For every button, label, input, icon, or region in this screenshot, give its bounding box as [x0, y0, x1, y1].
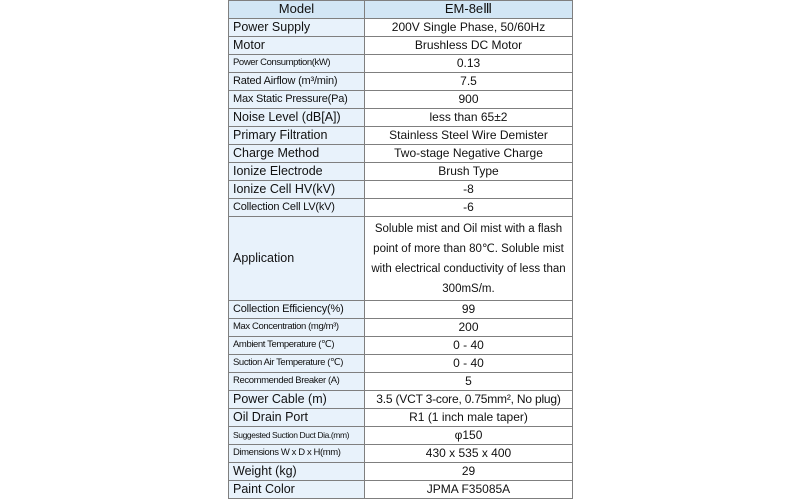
row-value-ambient-temperature: 0 - 40	[365, 337, 573, 355]
row-value-motor: Brushless DC Motor	[365, 37, 573, 55]
row-value-ionize-cell-hv: -8	[365, 181, 573, 199]
table-row	[229, 127, 573, 145]
table-row	[229, 19, 573, 37]
row-value-suction-air-temperature: 0 - 40	[365, 355, 573, 373]
row-label-power-cable: Power Cable (m)	[229, 391, 365, 409]
table-row	[229, 391, 573, 409]
table-row	[229, 37, 573, 55]
row-label-suction-air-temperature: Suction Air Temperature (℃)	[229, 355, 365, 373]
row-value-charge-method: Two-stage Negative Charge	[365, 145, 573, 163]
row-value-max-concentration: 200	[365, 319, 573, 337]
row-label-noise-level: Noise Level (dB[A])	[229, 109, 365, 127]
row-value-primary-filtration: Stainless Steel Wire Demister	[365, 127, 573, 145]
row-label-recommended-breaker: Recommended Breaker (A)	[229, 373, 365, 391]
row-label-application: Application	[229, 217, 365, 301]
table-row	[229, 319, 573, 337]
row-value-power-consumption: 0.13	[365, 55, 573, 73]
table-row	[229, 199, 573, 217]
row-label-oil-drain-port: Oil Drain Port	[229, 409, 365, 427]
row-value-max-static-pressure: 900	[365, 91, 573, 109]
table-row	[229, 91, 573, 109]
row-label-ionize-electrode: Ionize Electrode	[229, 163, 365, 181]
row-label-max-concentration: Max Concentration (mg/m³)	[229, 319, 365, 337]
row-value-dimensions: 430 x 535 x 400	[365, 445, 573, 463]
header-model: Model	[229, 1, 365, 19]
row-value-collection-efficiency: 99	[365, 301, 573, 319]
table-row	[229, 55, 573, 73]
row-label-ionize-cell-hv: Ionize Cell HV(kV)	[229, 181, 365, 199]
row-value-suggested-suction-duct: φ150	[365, 427, 573, 445]
row-label-paint-color: Paint Color	[229, 481, 365, 499]
table-row	[229, 301, 573, 319]
table-row	[229, 145, 573, 163]
row-label-collection-cell-lv: Collection Cell LV(kV)	[229, 199, 365, 217]
table-row	[229, 409, 573, 427]
row-label-collection-efficiency: Collection Efficiency(%)	[229, 301, 365, 319]
row-label-charge-method: Charge Method	[229, 145, 365, 163]
row-value-rated-airflow: 7.5	[365, 73, 573, 91]
row-label-dimensions: Dimensions W x D x H(mm)	[229, 445, 365, 463]
table-row	[229, 109, 573, 127]
row-label-weight: Weight (kg)	[229, 463, 365, 481]
table-row	[229, 163, 573, 181]
table-row	[229, 217, 573, 301]
row-value-application: Soluble mist and Oil mist with a flash point of more than 80℃. Soluble mist with electrical conductivity of less than 300mS/m.	[365, 217, 573, 301]
row-value-collection-cell-lv: -6	[365, 199, 573, 217]
table-row	[229, 337, 573, 355]
row-label-ambient-temperature: Ambient Temperature (℃)	[229, 337, 365, 355]
table-row	[229, 463, 573, 481]
row-value-ionize-electrode: Brush Type	[365, 163, 573, 181]
row-value-power-supply: 200V Single Phase, 50/60Hz	[365, 19, 573, 37]
table-row	[229, 481, 573, 499]
row-label-primary-filtration: Primary Filtration	[229, 127, 365, 145]
table-header-row	[229, 1, 573, 19]
spec-table	[228, 0, 573, 499]
table-row	[229, 445, 573, 463]
row-label-power-consumption: Power Consumption(kW)	[229, 55, 365, 73]
row-value-paint-color: JPMA F35085A	[365, 481, 573, 499]
row-value-weight: 29	[365, 463, 573, 481]
table-row	[229, 427, 573, 445]
row-value-power-cable: 3.5 (VCT 3-core, 0.75mm², No plug)	[365, 391, 573, 409]
table-row	[229, 181, 573, 199]
row-label-power-supply: Power Supply	[229, 19, 365, 37]
header-model-name: EM-8eⅢ	[365, 1, 573, 19]
table-row	[229, 373, 573, 391]
row-label-max-static-pressure: Max Static Pressure(Pa)	[229, 91, 365, 109]
row-label-rated-airflow: Rated Airflow (m³/min)	[229, 73, 365, 91]
row-label-suggested-suction-duct: Suggested Suction Duct Dia.(mm)	[229, 427, 365, 445]
table-row	[229, 73, 573, 91]
row-value-noise-level: less than 65±2	[365, 109, 573, 127]
row-value-oil-drain-port: R1 (1 inch male taper)	[365, 409, 573, 427]
row-value-recommended-breaker: 5	[365, 373, 573, 391]
table-row	[229, 355, 573, 373]
row-label-motor: Motor	[229, 37, 365, 55]
